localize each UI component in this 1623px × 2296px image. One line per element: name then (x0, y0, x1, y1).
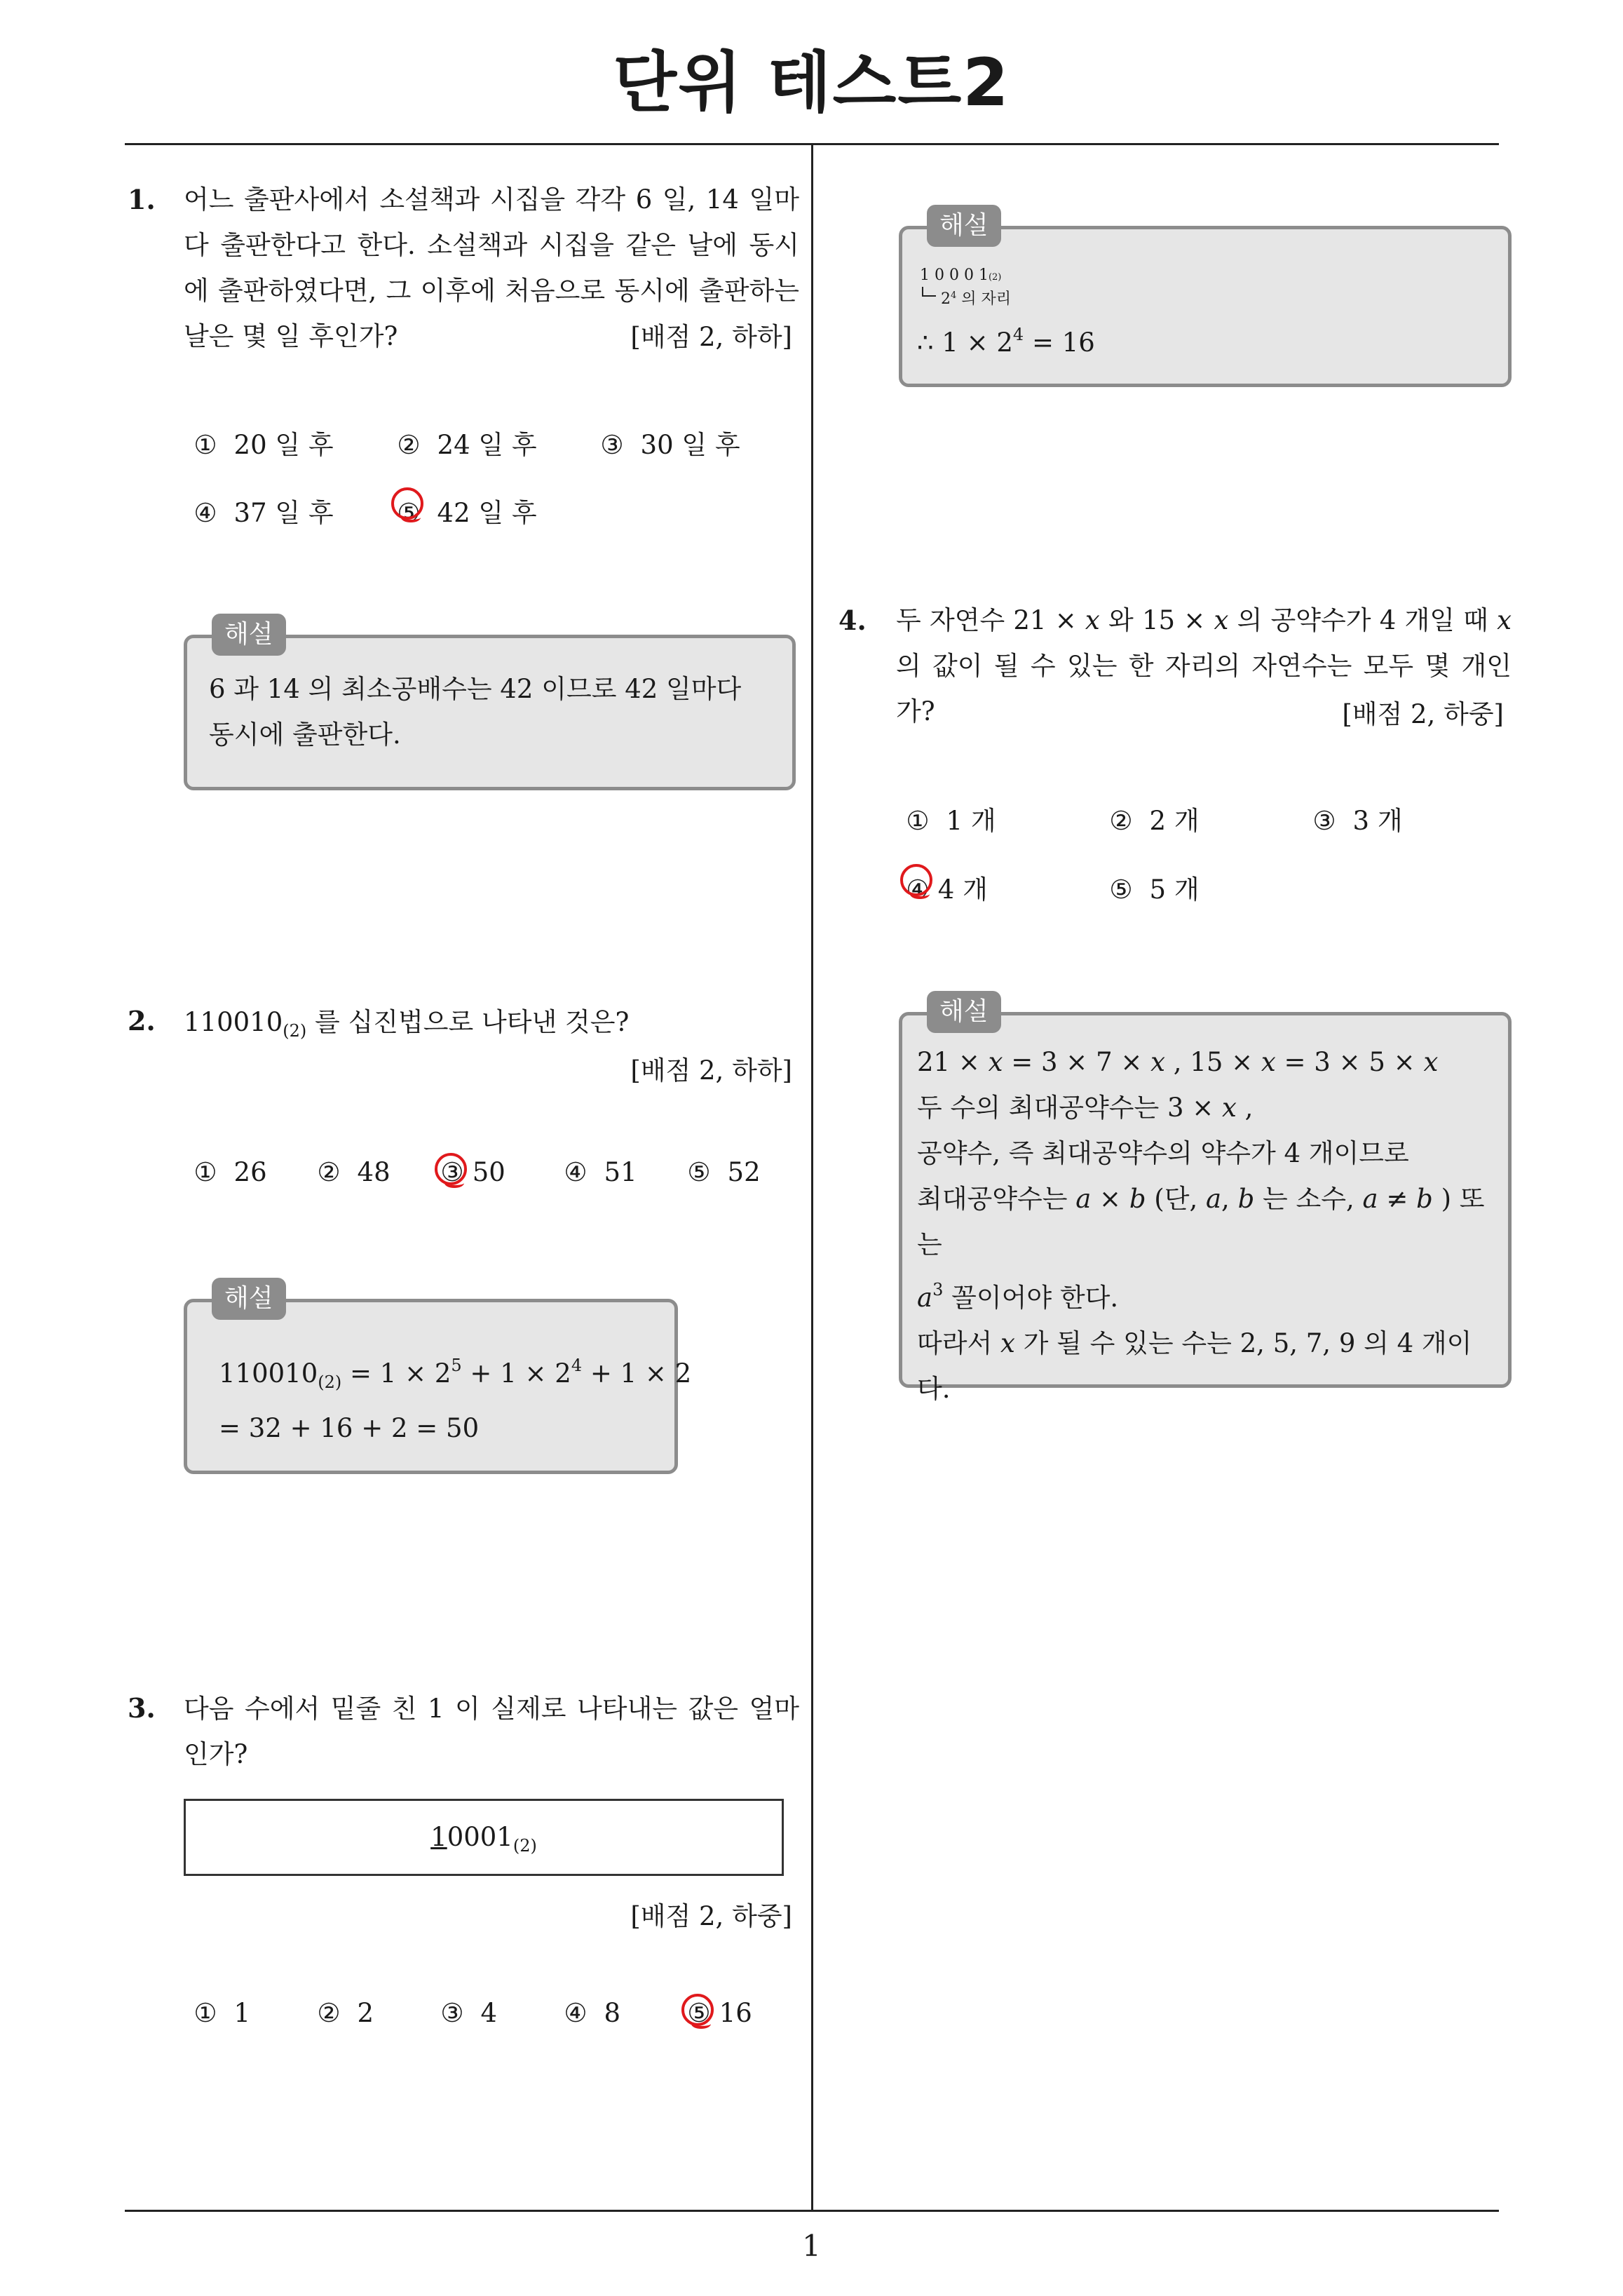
choice-5[interactable]: ⑤ 52 (687, 1157, 761, 1187)
choice-3[interactable]: ③ 30 일 후 (600, 430, 740, 460)
choice-2[interactable]: ② 2 (317, 1998, 374, 2028)
footer-rule (125, 2210, 1499, 2212)
page-number: 1 (802, 2229, 821, 2263)
choice-4[interactable]: ④ 51 (564, 1157, 637, 1187)
choice-1[interactable]: ① 20 일 후 (193, 430, 334, 460)
question-2-meta: [배점 2, 하하] (630, 1055, 792, 1086)
solution-text-3: ∴ $1 \times 2^4 = 16$ (917, 325, 1095, 358)
solution-line: 21 × x = 3 × 7 × x , 15 × x = 3 × 5 × x (917, 1047, 1439, 1077)
solution-label-1: 해설 (212, 614, 286, 656)
solution-line: $a^3$ 꼴이어야 한다. (917, 1280, 1119, 1313)
question-2-text: $110010_{(2)}$ 를 십진법으로 나타낸 것은? (184, 1007, 630, 1041)
solution-line: 두 수의 최대공약수는 3 × x , (917, 1093, 1254, 1123)
solution-line: 최대공약수는 a × b (단, a, b 는 소수, a ≠ b ) 또는 (917, 1184, 1485, 1260)
solution-text-4 (917, 1039, 1499, 1412)
choice-4-selected[interactable]: ④ 4 개 (906, 868, 988, 906)
solution-label-3: 해설 (927, 205, 1001, 247)
choice-4[interactable]: ④ 37 일 후 (193, 498, 334, 528)
solution-text-1: 6 과 14 의 최소공배수는 42 이므로 42 일마다 동시에 출판한다. (209, 674, 742, 750)
solution-label-2: 해설 (212, 1278, 286, 1320)
choice-2[interactable]: ② 24 일 후 (397, 430, 537, 460)
answer-mark (681, 1994, 714, 2026)
page-title: 단위 테스트2 (613, 45, 1010, 121)
question-3-meta: [배점 2, 하중] (630, 1901, 792, 1931)
solution-line: = 32 + 16 + 2 = 50 (219, 1413, 480, 1443)
choice-5-selected[interactable]: ⑤ 42 일 후 (397, 492, 537, 529)
choice-1[interactable]: ① 1 개 (906, 806, 996, 836)
question-2-number: 2. (128, 1005, 156, 1036)
question-3-number-box: $10001_{(2)}$ (184, 1799, 784, 1876)
question-3-text: 다음 수에서 밑줄 친 1 이 실제로 나타내는 값은 얼마인가? (184, 1694, 799, 1769)
choice-1[interactable]: ① 26 (193, 1157, 267, 1187)
choice-5[interactable]: ⑤ 5 개 (1109, 874, 1200, 905)
question-1-text: 어느 출판사에서 소설책과 시집을 각각 6 일, 14 일마다 출판한다고 한다. 소설책과 시집을 같은 날에 동시에 출판하였다면, 그 이후에 처음으로 동시에 출판하는 날은 몇 일 후인가? (184, 184, 799, 351)
choice-3[interactable]: ③ 4 (440, 1998, 498, 2028)
solution-line: 따라서 x 가 될 수 있는 수는 2, 5, 7, 9 의 4 개이 (917, 1328, 1472, 1358)
choice-3-selected[interactable]: ③ 50 (440, 1157, 505, 1187)
choice-3[interactable]: ③ 3 개 (1312, 806, 1403, 836)
solution-place-diagram: 1 0 0 0 1(2) $2^4$ 의 자리 (920, 266, 1012, 308)
question-4-meta: [배점 2, 하중] (1342, 699, 1504, 729)
answer-mark (435, 1153, 467, 1185)
choice-2[interactable]: ② 2 개 (1109, 806, 1200, 836)
choice-2[interactable]: ② 48 (317, 1157, 391, 1187)
question-3-number: 3. (128, 1692, 156, 1724)
answer-mark (900, 864, 932, 896)
solution-text-2 (219, 1343, 691, 1451)
answer-mark (391, 487, 423, 520)
choice-4[interactable]: ④ 8 (564, 1998, 621, 2028)
solution-line: 다. (917, 1374, 951, 1404)
question-4-text: 두 자연수 21 × x 와 15 × x 의 공약수가 4 개일 때 x 의 값이 될 수 있는 한 자리의 자연수는 모두 몇 개인가? (896, 605, 1512, 727)
solution-label-4: 해설 (927, 991, 1001, 1033)
choice-1[interactable]: ① 1 (193, 1998, 251, 2028)
question-1-number: 1. (128, 184, 156, 215)
question-4-number: 4. (838, 605, 867, 636)
column-divider (811, 144, 813, 2211)
solution-line: 공약수, 즉 최대공약수의 약수가 4 개이므로 (917, 1138, 1409, 1168)
solution-line: $110010_{(2)} = 1 \times 2^5 + 1 \times 2^4 + 1 \times 2$ (219, 1356, 692, 1392)
question-1-meta: [배점 2, 하하] (630, 322, 792, 352)
choice-5-selected[interactable]: ⑤ 16 (687, 1998, 752, 2028)
